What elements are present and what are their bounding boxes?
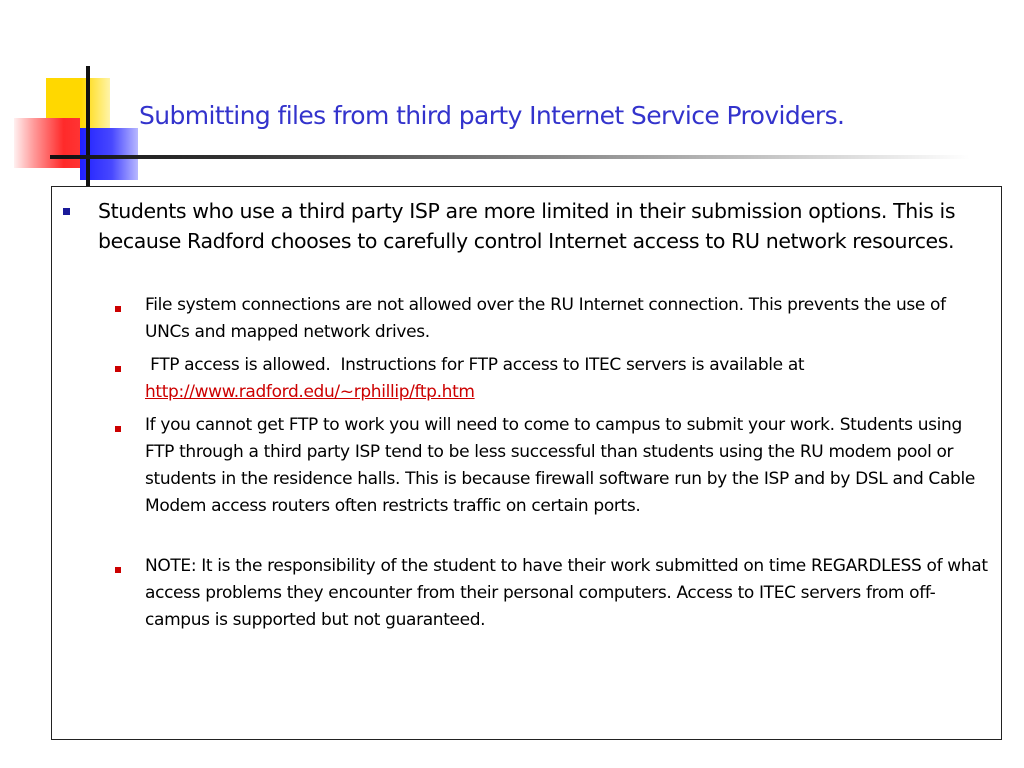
deco-vertical-line xyxy=(86,66,90,186)
sub-bullet-icon xyxy=(115,426,121,432)
ftp-instructions-link[interactable]: http://www.radford.edu/~rphillip/ftp.htm xyxy=(145,382,475,402)
sub-point-3-text: If you cannot get FTP to work you will need to come to campus to submit your work. Students using FTP through a third party ISP tend to be less successful than students using the RU modem pool or students in the residence halls. This is because firewall software run by the ISP and by DSL and Cable Modem access routers often restricts traffic on certain ports. xyxy=(145,415,975,516)
sub-bullet-icon xyxy=(115,306,121,312)
sub-point-2 xyxy=(145,352,990,406)
title-underline xyxy=(50,155,970,159)
sub-point-2-text: FTP access is allowed. Instructions for FTP access to ITEC servers is available at xyxy=(145,355,810,375)
main-bullet-icon xyxy=(63,208,70,215)
sub-bullet-icon xyxy=(115,366,121,372)
slide-title: Submitting files from third party Internet Service Providers. xyxy=(139,101,845,130)
deco-red-square xyxy=(14,118,80,168)
sub-point-4-text: NOTE: It is the responsibility of the student to have their work submitted on time REGARDLESS of what access problems they encounter from their personal computers. Access to ITEC servers from off-campus is supported but not guaranteed. xyxy=(145,556,988,630)
sub-point-1-text: File system connections are not allowed over the RU Internet connection. This prevents the use of UNCs and mapped network drives. xyxy=(145,295,946,342)
main-point-text: Students who use a third party ISP are more limited in their submission options. This is because Radford chooses to carefully control Internet access to RU network resources. xyxy=(98,199,956,253)
sub-bullet-icon xyxy=(115,567,121,573)
